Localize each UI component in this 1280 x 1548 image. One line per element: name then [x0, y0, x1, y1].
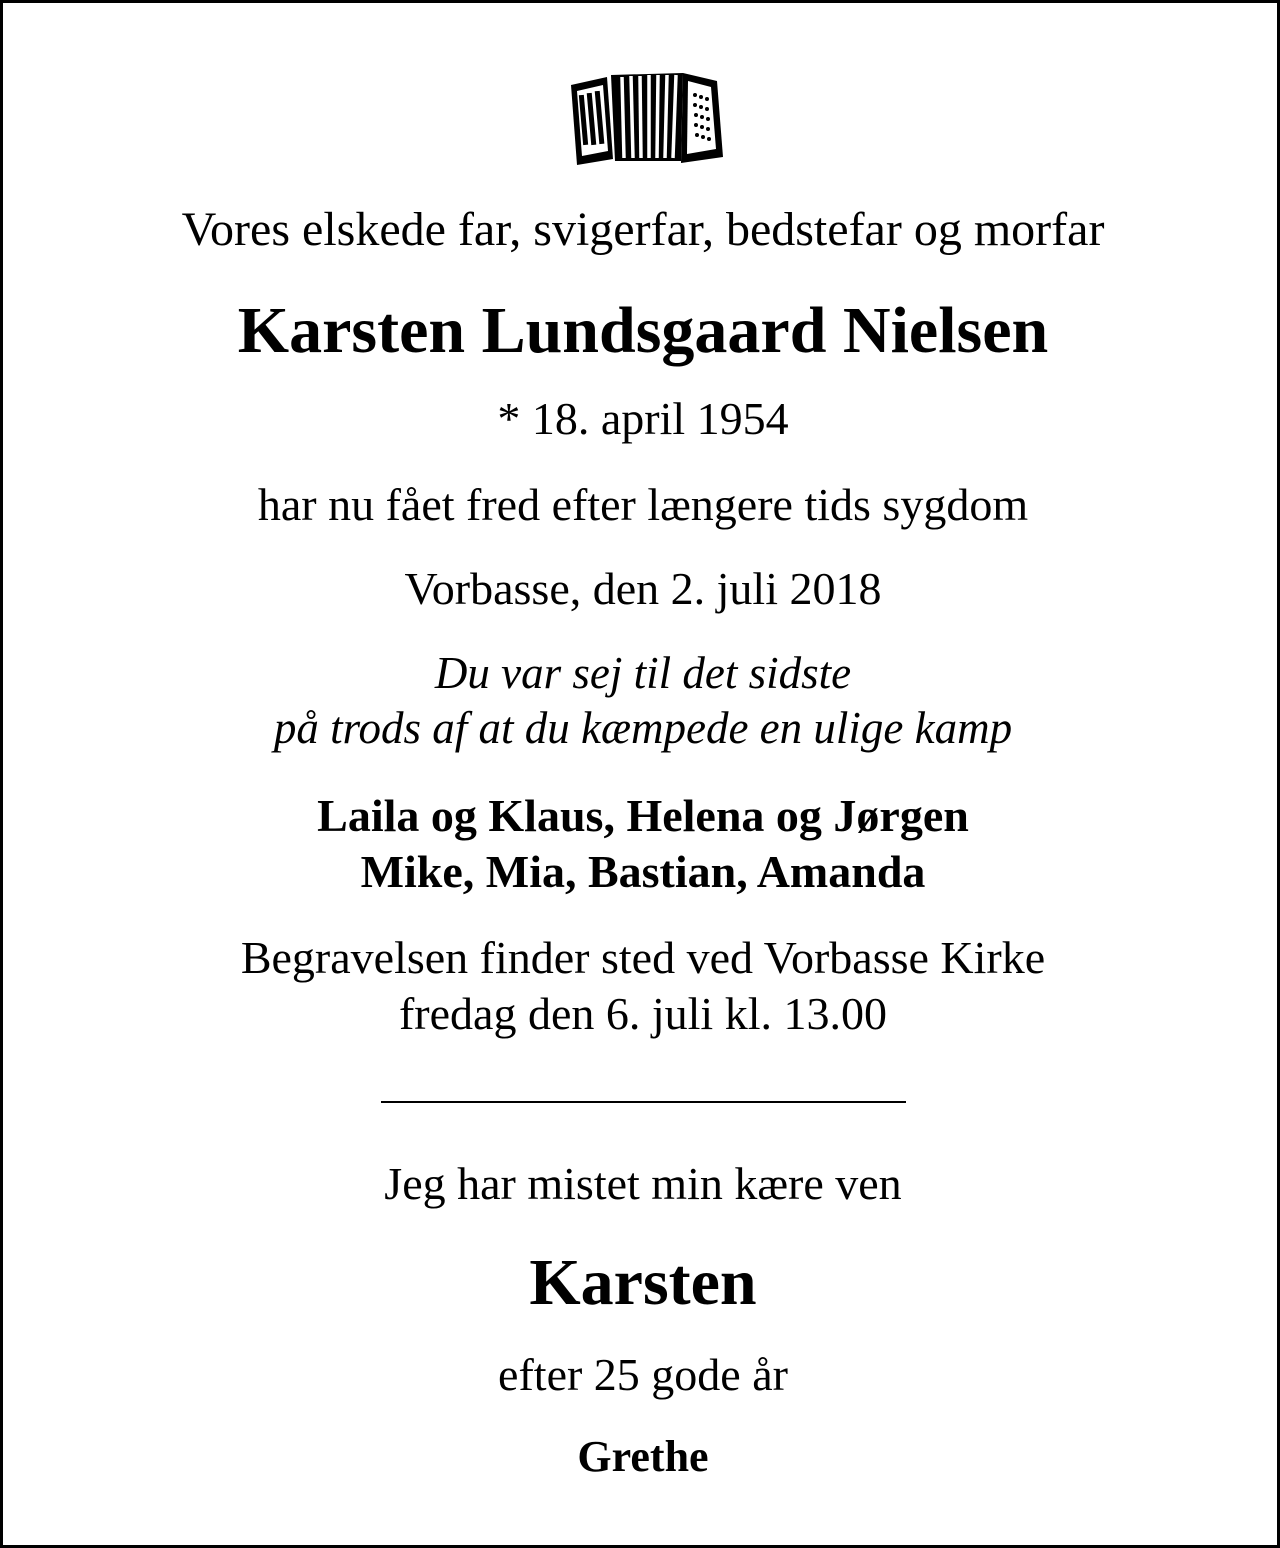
deceased-name: Karsten Lundsgaard Nielsen [237, 294, 1049, 367]
funeral-line-1: Begravelsen finder sted ved Vorbasse Kirke [240, 932, 1046, 983]
divider [381, 1101, 906, 1103]
place-date: Vorbasse, den 2. juli 2018 [404, 563, 882, 614]
accordion-icon [567, 65, 727, 167]
signer-name: Grethe [577, 1432, 709, 1481]
friend-years: efter 25 gode år [498, 1349, 788, 1400]
passing-text: har nu fået fred efter længere tids sygdom [257, 479, 1029, 530]
verse-line-2: på trods af at du kæmpede en ulige kamp [273, 703, 1013, 753]
verse-line-1: Du var sej til det sidste [434, 648, 852, 698]
funeral-line-2: fredag den 6. juli kl. 13.00 [398, 988, 887, 1039]
family-line-1: Laila og Klaus, Helena og Jørgen [317, 790, 969, 841]
friend-deceased-name: Karsten [529, 1246, 757, 1319]
intro-text: Vores elskede far, svigerfar, bedstefar og morfar [181, 203, 1105, 256]
birth-date: * 18. april 1954 [497, 393, 789, 444]
friend-intro: Jeg har mistet min kære ven [384, 1158, 902, 1209]
family-line-2: Mike, Mia, Bastian, Amanda [360, 846, 926, 897]
